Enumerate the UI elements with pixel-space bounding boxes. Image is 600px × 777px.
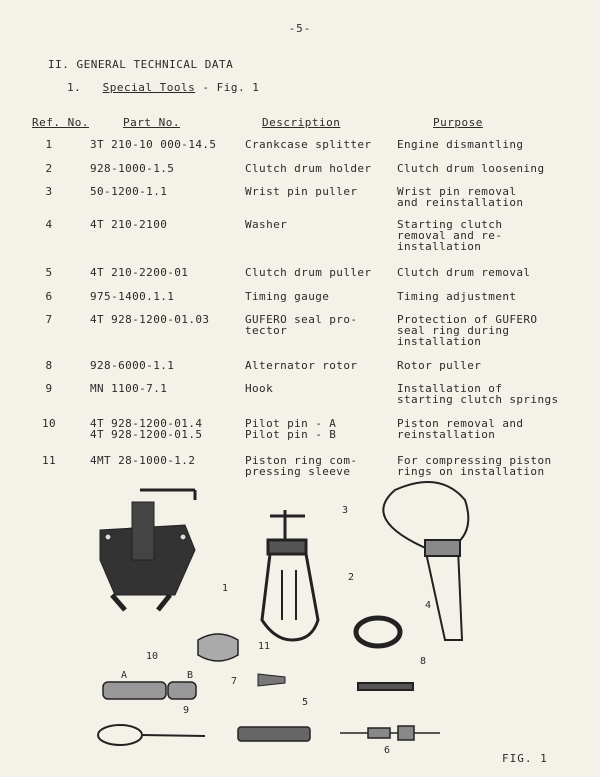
page-number: -5-	[288, 22, 312, 35]
figure-label-a: A	[121, 670, 128, 681]
figure-label-3: 3	[342, 505, 349, 516]
figure-label-7: 7	[231, 676, 238, 687]
figure-label-9: 9	[183, 705, 190, 716]
row-ref: 5	[45, 266, 53, 279]
row-part: MN 1100-7.1	[90, 382, 168, 395]
row-description: Clutch drum puller	[245, 266, 372, 279]
row-description: Washer	[245, 218, 288, 231]
row-ref: 2	[45, 162, 53, 175]
figure-label-5: 5	[302, 697, 309, 708]
row-ref: 11	[41, 454, 57, 467]
row-ref: 4	[45, 218, 53, 231]
figure-label-1: 1	[222, 583, 229, 594]
row-ref: 6	[45, 290, 53, 303]
row-purpose: Starting clutch removal and re- installation	[397, 218, 503, 253]
row-part: 3T 210-10 000-14.5	[90, 138, 217, 151]
row-description: GUFERO seal pro- tector	[245, 313, 358, 337]
row-part: 4T 928-1200-01.4 4T 928-1200-01.5	[90, 417, 203, 441]
header-part: Part No.	[123, 116, 180, 129]
row-purpose: Clutch drum loosening	[397, 162, 545, 175]
crankcase-splitter-drawing	[100, 490, 195, 610]
figure-label-6: 6	[384, 745, 391, 756]
figure-label-4: 4	[425, 600, 432, 611]
header-description: Description	[262, 116, 341, 129]
row-purpose: Installation of starting clutch springs	[397, 382, 559, 406]
row-purpose: Wrist pin removal and reinstallation	[397, 185, 524, 209]
clutch-drum-puller-drawing	[238, 727, 310, 741]
row-part: 50-1200-1.1	[90, 185, 168, 198]
row-description: Timing gauge	[245, 290, 330, 303]
subsection-suffix: - Fig. 1	[202, 81, 260, 94]
figure-label-8: 8	[420, 656, 427, 667]
row-ref: 3	[45, 185, 53, 198]
row-description: Crankcase splitter	[245, 138, 372, 151]
section-title: II. GENERAL TECHNICAL DATA	[48, 58, 234, 71]
header-purpose: Purpose	[433, 116, 483, 129]
row-purpose: Timing adjustment	[397, 290, 517, 303]
timing-gauge-drawing	[340, 726, 440, 740]
row-purpose: Engine dismantling	[397, 138, 524, 151]
subsection-heading	[67, 81, 259, 94]
row-purpose: Piston removal and reinstallation	[397, 417, 524, 441]
row-purpose: Clutch drum removal	[397, 266, 531, 279]
row-description: Piston ring com- pressing sleeve	[245, 454, 358, 478]
row-part: 928-1000-1.5	[90, 162, 175, 175]
sleeve-drawing	[198, 634, 238, 661]
row-purpose: Protection of GUFERO seal ring during installation	[397, 313, 538, 348]
row-part: 4T 928-1200-01.03	[90, 313, 210, 326]
row-ref: 9	[45, 382, 53, 395]
pilot-pins-drawing	[103, 682, 196, 699]
row-part: 4T 210-2100	[90, 218, 168, 231]
seal-protector-drawing	[258, 674, 285, 686]
row-ref: 7	[45, 313, 53, 326]
subsection-number: 1.	[67, 81, 82, 94]
subsection-title: Special Tools	[102, 81, 196, 94]
special-tools-figure	[0, 480, 600, 777]
row-purpose: For compressing piston rings on installation	[397, 454, 552, 478]
rotor-puller-drawing	[358, 683, 413, 690]
row-description: Wrist pin puller	[245, 185, 358, 198]
row-part: 928-6000-1.1	[90, 359, 175, 372]
row-purpose: Rotor puller	[397, 359, 482, 372]
row-ref: 8	[45, 359, 53, 372]
row-ref: 10	[41, 417, 57, 430]
figure-label-11: 11	[258, 641, 271, 652]
row-ref: 1	[45, 138, 53, 151]
figure-label-10: 10	[146, 651, 159, 662]
figure-caption: FIG. 1	[502, 752, 548, 765]
figure-label-2: 2	[348, 572, 355, 583]
row-part: 4MT 28-1000-1.2	[90, 454, 196, 467]
header-ref: Ref. No.	[32, 116, 89, 129]
row-part: 975-1400.1.1	[90, 290, 175, 303]
row-description: Pilot pin - A Pilot pin - B	[245, 417, 337, 441]
row-description: Hook	[245, 382, 274, 395]
row-description: Alternator rotor	[245, 359, 358, 372]
wrist-pin-puller-drawing	[262, 510, 318, 640]
row-part: 4T 210-2200-01	[90, 266, 189, 279]
row-description: Clutch drum holder	[245, 162, 372, 175]
hook-drawing	[98, 725, 205, 745]
figure-label-b: B	[187, 670, 194, 681]
washer-loop-drawing	[383, 482, 468, 640]
clutch-drum-holder-drawing	[356, 618, 400, 646]
